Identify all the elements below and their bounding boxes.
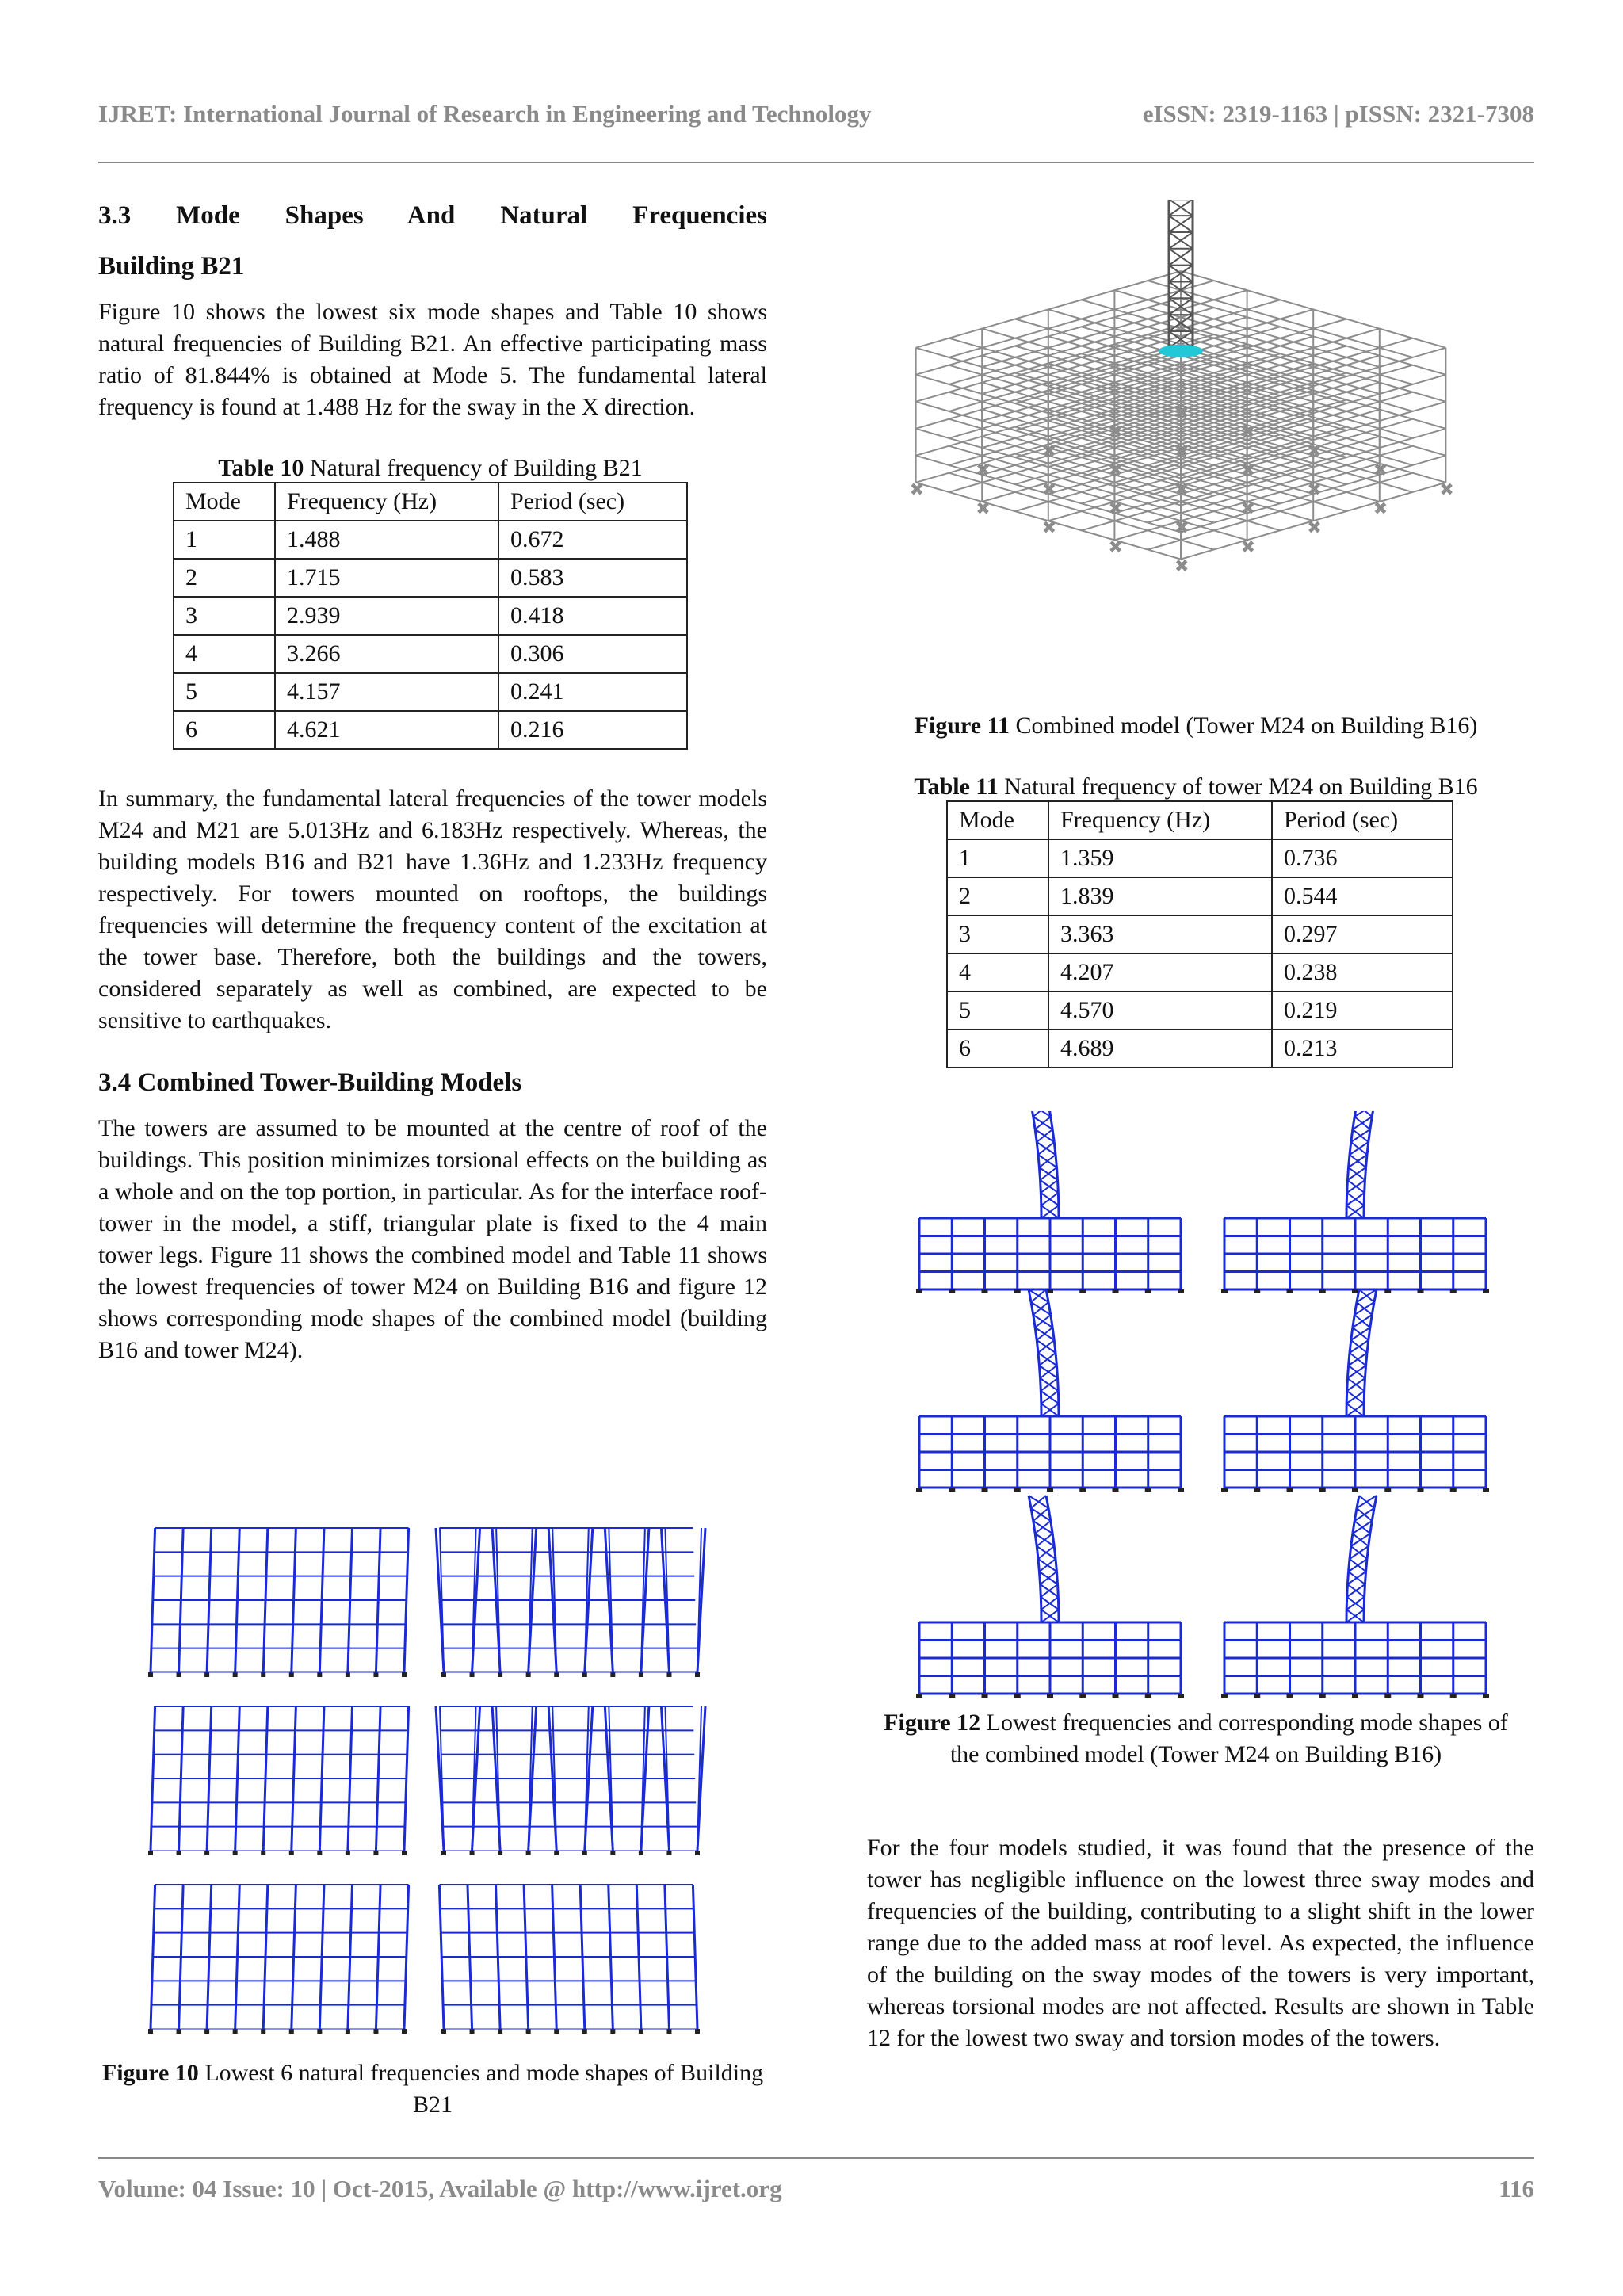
cell: 3.266	[275, 635, 498, 673]
table-row	[947, 1030, 1453, 1068]
figure-10-caption: Figure 10 Lowest 6 natural frequencies and mode shapes of Building B21	[101, 2060, 764, 2118]
cell: 0.219	[1272, 991, 1453, 1030]
svg-text:✖: ✖	[1373, 460, 1388, 481]
cell: 0.213	[1272, 1030, 1453, 1068]
cell: 0.672	[498, 521, 687, 559]
mode-shape-panel	[439, 1885, 700, 2034]
cell: 4.689	[1048, 1030, 1272, 1068]
svg-text:✖: ✖	[1240, 499, 1256, 519]
cell: 4	[174, 635, 275, 673]
figure-12-drawing	[911, 1111, 1522, 1713]
running-footer	[98, 2175, 1534, 2203]
mode-shape-panel	[436, 1528, 705, 1677]
footer-rule	[98, 2157, 1534, 2159]
svg-text:✖: ✖	[1174, 479, 1190, 500]
cell: 2	[947, 877, 1048, 915]
svg-text:✖: ✖	[1108, 460, 1123, 481]
journal-title: IJRET: International Journal of Research in Engineering and Technology	[98, 100, 872, 128]
combined-mode-panel	[1221, 1289, 1489, 1492]
svg-text:✖: ✖	[1108, 422, 1123, 443]
cell: 4.207	[1048, 953, 1272, 991]
combined-mode-panel	[916, 1496, 1184, 1698]
figure-11-drawing	[880, 200, 1482, 707]
figure-12-caption: Figure 12 Lowest frequencies and corresponding mode shapes of the combined model (Tower M24 on Building B16)	[884, 1710, 1508, 1767]
cell: 0.418	[498, 597, 687, 635]
cell: 0.216	[498, 711, 687, 749]
header-cell: Mode	[174, 483, 275, 521]
cell: 6	[947, 1030, 1048, 1068]
svg-text:✖: ✖	[1307, 518, 1322, 539]
final-paragraph: For the four models studied, it was found that the presence of the tower has negligible influence on the lowest three sway modes and frequencies of the building, contributing to a slight shift in the lower range due to the added mass at roof level. As expected, the influence of the building on the sway modes of the towers is very important, whereas torsional modes are not affected. Results are shown in Table 12 for the lowest two sway and torsion modes of the towers.	[867, 1835, 1534, 2051]
table-row	[174, 559, 687, 597]
svg-text:✖: ✖	[1307, 441, 1322, 462]
cell: 3.363	[1048, 915, 1272, 953]
mode-shape-panel	[148, 1528, 409, 1677]
svg-text:✖: ✖	[1240, 422, 1256, 443]
cell: 0.241	[498, 673, 687, 711]
table-row	[174, 483, 687, 521]
section-3-3-subheading: Building B21	[98, 252, 245, 281]
svg-text:✖: ✖	[1307, 479, 1322, 500]
cell: 2	[174, 559, 275, 597]
running-header	[98, 100, 1534, 128]
figure-10-drawing	[143, 1522, 729, 2053]
svg-text:✖: ✖	[1108, 537, 1123, 558]
cell: 4	[947, 953, 1048, 991]
cell: 3	[947, 915, 1048, 953]
summary-paragraph: In summary, the fundamental lateral frequencies of the tower models M24 and M21 are 5.013Hz and 6.183Hz respectively. Whereas, the building models B16 and B21 have 1.36Hz and 1.233Hz frequency respectively. For towers mounted on rooftops, the buildings frequencies will determine the frequency content of the excitation at the tower base. Therefore, both the buildings and the towers, considered separately as well as combined, are expected to be sensitive to earthquakes.	[98, 785, 767, 1033]
svg-text:✖: ✖	[976, 460, 991, 481]
issn: eISSN: 2319-1163 | pISSN: 2321-7308	[1142, 100, 1534, 128]
mode-shape-panel	[436, 1706, 705, 1855]
cell: 1	[947, 839, 1048, 877]
header-cell: Frequency (Hz)	[275, 483, 498, 521]
header-cell: Frequency (Hz)	[1048, 801, 1272, 839]
roof-plate	[1159, 345, 1203, 357]
cell: 0.306	[498, 635, 687, 673]
svg-text:✖: ✖	[1174, 403, 1190, 423]
cell: 1.839	[1048, 877, 1272, 915]
section-3-4-paragraph: The towers are assumed to be mounted at the centre of roof of the buildings. This position minimizes torsional effects on the building as a whole and on the top portion, in particular. As for the interface roof-tower in the model, a stiff, triangular plate is fixed to the 4 main tower legs. Figure 11 shows the combined model and Table 11 shows the lowest frequencies of tower M24 on Building B16 and figure 12 shows corresponding mode shapes of the combined model (building B16 and tower M24).	[98, 1115, 767, 1363]
table-row	[174, 635, 687, 673]
svg-text:✖: ✖	[1174, 441, 1190, 462]
svg-text:✖: ✖	[1041, 441, 1057, 462]
svg-text:✖: ✖	[1174, 556, 1190, 577]
cell: 4.621	[275, 711, 498, 749]
cell: 4.570	[1048, 991, 1272, 1030]
combined-mode-panel	[1221, 1111, 1489, 1293]
svg-text:✖: ✖	[976, 499, 991, 519]
figure-10-mode-shapes	[143, 1522, 729, 2053]
cell: 1	[174, 521, 275, 559]
table-row	[174, 711, 687, 749]
table-row	[947, 877, 1453, 915]
table-11-caption: Table 11 Natural frequency of tower M24 on Building B16	[914, 774, 1478, 800]
section-3-3-heading: 3.3 Mode Shapes And Natural Frequencies	[98, 201, 767, 230]
cell: 2.939	[275, 597, 498, 635]
table-10-grid	[173, 482, 688, 750]
cell: 0.583	[498, 559, 687, 597]
combined-mode-panel	[916, 1289, 1184, 1492]
svg-text:✖: ✖	[1041, 479, 1057, 500]
cell: 0.297	[1272, 915, 1453, 953]
table-11-grid	[946, 800, 1453, 1068]
cell: 6	[174, 711, 275, 749]
mode-shape-panel	[148, 1885, 409, 2034]
svg-text:✖: ✖	[909, 479, 925, 500]
page-number: 116	[1499, 2175, 1534, 2202]
header-cell: Period (sec)	[1272, 801, 1453, 839]
table-row	[174, 521, 687, 559]
section-3-3-paragraph: Figure 10 shows the lowest six mode shapes and Table 10 shows natural frequencies of Building B21. An effective participating mass ratio of 81.844% is obtained at Mode 5. The fundamental lateral frequency is found at 1.488 Hz for the sway in the X direction.	[98, 299, 767, 420]
cell: 0.238	[1272, 953, 1453, 991]
table-row	[174, 597, 687, 635]
svg-text:✖: ✖	[1240, 460, 1256, 481]
figure-12-mode-shapes	[911, 1111, 1522, 1713]
svg-text:✖: ✖	[1439, 479, 1454, 500]
table-10-caption: Table 10 Natural frequency of Building B21	[218, 455, 643, 481]
combined-mode-panel	[916, 1111, 1184, 1293]
table-row	[174, 673, 687, 711]
section-3-4-heading: 3.4 Combined Tower-Building Models	[98, 1068, 522, 1097]
cell: 0.736	[1272, 839, 1453, 877]
table-row	[947, 839, 1453, 877]
mode-shape-panel	[148, 1706, 409, 1855]
figure-11-combined-model	[880, 200, 1482, 707]
cell: 1.488	[275, 521, 498, 559]
cell: 1.359	[1048, 839, 1272, 877]
table-row	[947, 991, 1453, 1030]
table-row	[947, 953, 1453, 991]
left-column	[98, 198, 767, 1366]
table-row	[947, 915, 1453, 953]
combined-model-3d	[910, 271, 1454, 577]
svg-text:✖: ✖	[1041, 518, 1057, 539]
header-cell: Mode	[947, 801, 1048, 839]
svg-text:✖: ✖	[1240, 537, 1256, 558]
cell: 3	[174, 597, 275, 635]
cell: 1.715	[275, 559, 498, 597]
combined-mode-panel	[1221, 1496, 1489, 1698]
cell: 5	[947, 991, 1048, 1030]
figure-11-caption: Figure 11 Combined model (Tower M24 on Building B16)	[914, 712, 1478, 739]
cell: 4.157	[275, 673, 498, 711]
table-row	[947, 801, 1453, 839]
svg-text:✖: ✖	[1373, 499, 1388, 519]
volume-info: Volume: 04 Issue: 10 | Oct-2015, Available @ http://www.ijret.org	[98, 2175, 782, 2202]
cell: 0.544	[1272, 877, 1453, 915]
header-rule	[98, 162, 1534, 163]
svg-text:✖: ✖	[1174, 518, 1190, 539]
cell: 5	[174, 673, 275, 711]
svg-text:✖: ✖	[1108, 499, 1123, 519]
table-10	[173, 455, 688, 750]
header-cell: Period (sec)	[498, 483, 687, 521]
table-11	[867, 774, 1525, 1068]
